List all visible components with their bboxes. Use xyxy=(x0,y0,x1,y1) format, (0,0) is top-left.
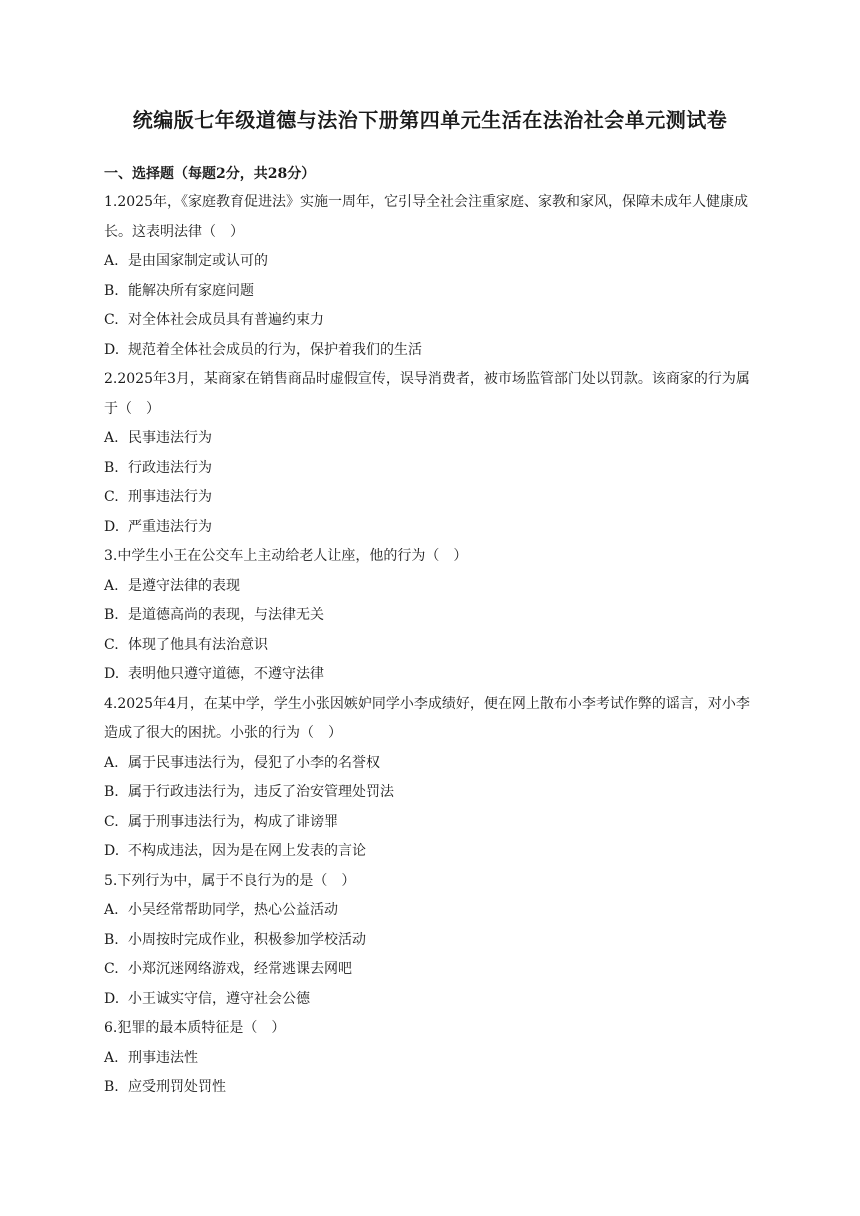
option-letter: D. xyxy=(104,341,120,358)
option-letter: D. xyxy=(104,843,120,859)
option-a xyxy=(104,247,754,277)
option-a xyxy=(104,749,754,779)
option-d xyxy=(104,513,754,543)
option-c xyxy=(104,483,754,513)
option-text: 民事违法行为 xyxy=(128,430,212,446)
question-2 xyxy=(104,365,754,542)
option-letter: B. xyxy=(104,931,119,948)
option-text: 不构成违法，因为是在网上发表的言论 xyxy=(128,843,366,859)
option-text: 体现了他具有法治意识 xyxy=(128,636,268,653)
option-text: 小王诚实守信，遵守社会公德 xyxy=(128,990,310,1007)
option-text: 行政违法行为 xyxy=(128,459,212,476)
option-letter: D. xyxy=(104,666,120,682)
question-stem: 2.2025年3月，某商家在销售商品时虚假宣传，误导消费者，被市场监管部门处以罚款。该商家的行为属于（ ） xyxy=(104,371,750,417)
option-letter: B. xyxy=(104,459,119,476)
option-text: 小郑沉迷网络游戏，经常逃课去网吧 xyxy=(128,961,352,977)
option-b xyxy=(104,277,754,307)
option-c xyxy=(104,955,754,985)
document-title: 统编版七年级道德与法治下册第四单元生活在法治社会单元测试卷 xyxy=(132,108,728,132)
option-text: 属于民事违法行为，侵犯了小李的名誉权 xyxy=(128,754,380,771)
option-a xyxy=(104,896,754,926)
option-letter: C. xyxy=(104,312,119,328)
option-text: 对全体社会成员具有普遍约束力 xyxy=(128,312,324,328)
option-c xyxy=(104,306,754,336)
option-d xyxy=(104,336,754,366)
question-1 xyxy=(104,188,754,365)
option-letter: B. xyxy=(104,282,119,299)
question-4 xyxy=(104,690,754,867)
option-text: 严重违法行为 xyxy=(128,518,212,535)
option-letter: D. xyxy=(104,990,120,1007)
option-d xyxy=(104,985,754,1015)
option-letter: C. xyxy=(104,813,119,830)
question-stem: 5.下列行为中，属于不良行为的是（ ） xyxy=(104,872,356,889)
question-stem: 1.2025年，《家庭教育促进法》实施一周年，它引导全社会注重家庭、家教和家风，保障未成年人健康成长。这表明法律（ ） xyxy=(104,194,748,240)
option-letter: A. xyxy=(104,902,119,918)
option-a xyxy=(104,1044,754,1074)
option-letter: B. xyxy=(104,1079,119,1095)
option-letter: C. xyxy=(104,636,119,653)
option-letter: A. xyxy=(104,253,119,269)
option-letter: A. xyxy=(104,577,119,594)
option-a xyxy=(104,572,754,602)
option-text: 规范着全体社会成员的行为，保护着我们的生活 xyxy=(128,341,422,358)
option-text: 刑事违法性 xyxy=(128,1049,198,1066)
option-letter: B. xyxy=(104,607,119,623)
option-b xyxy=(104,601,754,631)
option-text: 小吴经常帮助同学，热心公益活动 xyxy=(128,902,338,918)
option-text: 属于行政违法行为，违反了治安管理处罚法 xyxy=(128,784,394,800)
section-heading: 一、选择题（每题2分，共28分） xyxy=(104,166,316,182)
option-a xyxy=(104,424,754,454)
option-b xyxy=(104,1073,754,1103)
option-letter: A. xyxy=(104,754,119,771)
option-letter: D. xyxy=(104,518,120,535)
option-b xyxy=(104,926,754,956)
option-text: 属于刑事违法行为，构成了诽谤罪 xyxy=(128,813,338,830)
question-5 xyxy=(104,867,754,1015)
option-letter: C. xyxy=(104,489,119,505)
option-c xyxy=(104,808,754,838)
option-text: 是由国家制定或认可的 xyxy=(128,253,268,269)
option-text: 表明他只遵守道德，不遵守法律 xyxy=(128,666,324,682)
question-stem: 4.2025年4月，在某中学，学生小张因嫉妒同学小李成绩好，便在网上散布小李考试作弊的谣言，对小李造成了很大的困扰。小张的行为（ ） xyxy=(104,695,750,741)
option-d xyxy=(104,837,754,867)
option-text: 应受刑罚处罚性 xyxy=(128,1079,226,1095)
option-text: 是遵守法律的表现 xyxy=(128,577,240,594)
document-body xyxy=(104,160,754,1103)
option-c xyxy=(104,631,754,661)
option-letter: C. xyxy=(104,961,119,977)
option-text: 是道德高尚的表现，与法律无关 xyxy=(128,607,324,623)
option-b xyxy=(104,778,754,808)
question-6 xyxy=(104,1014,754,1103)
option-d xyxy=(104,660,754,690)
option-letter: A. xyxy=(104,1049,119,1066)
question-stem: 3.中学生小王在公交车上主动给老人让座，他的行为（ ） xyxy=(104,548,468,564)
option-text: 小周按时完成作业，积极参加学校活动 xyxy=(128,931,366,948)
option-b xyxy=(104,454,754,484)
option-text: 刑事违法行为 xyxy=(128,489,212,505)
option-letter: B. xyxy=(104,784,119,800)
question-3 xyxy=(104,542,754,690)
option-text: 能解决所有家庭问题 xyxy=(128,282,254,299)
question-stem: 6.犯罪的最本质特征是（ ） xyxy=(104,1020,286,1036)
option-letter: A. xyxy=(104,430,119,446)
